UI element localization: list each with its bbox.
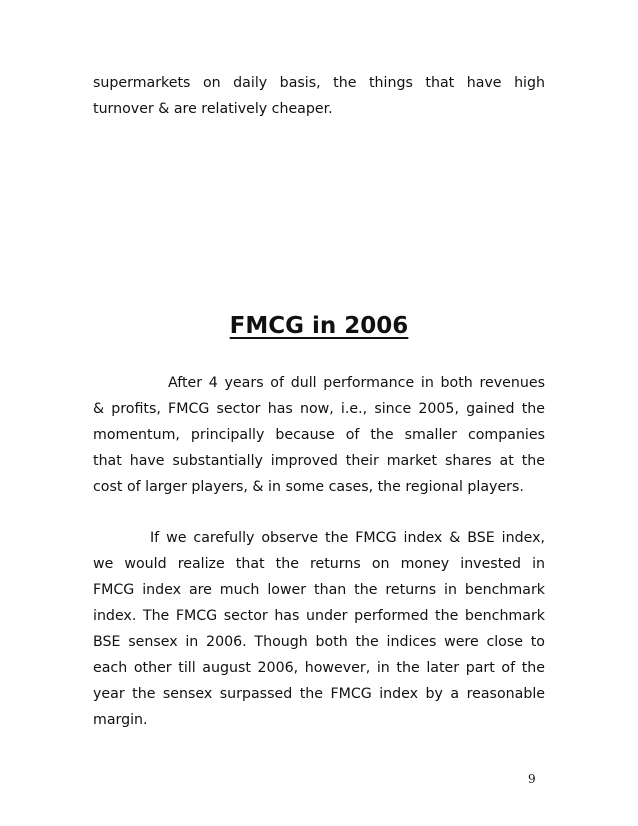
page-number: 9 [528, 772, 536, 786]
paragraph-line: year the sensex surpassed the FMCG index by a reasonable [93, 686, 545, 702]
intro-line: turnover & are relatively cheaper. [93, 101, 333, 117]
paragraph-line: cost of larger players, & in some cases, the regional players. [93, 479, 524, 495]
paragraph-line: FMCG index are much lower than the returns in benchmark [93, 582, 545, 598]
paragraph-line: momentum, principally because of the smaller companies [93, 427, 545, 443]
paragraph-line: After 4 years of dull performance in both revenues [168, 375, 545, 391]
paragraph-line: BSE sensex in 2006. Though both the indices were close to [93, 634, 545, 650]
paragraph-fmcg-performance [93, 370, 545, 500]
section-heading: FMCG in 2006 [229, 313, 409, 339]
paragraph-line: & profits, FMCG sector has now, i.e., since 2005, gained the [93, 401, 545, 417]
intro-line: supermarkets on daily basis, the things that have high [93, 75, 545, 91]
paragraph-line: margin. [93, 712, 148, 728]
paragraph-line: each other till august 2006, however, in the later part of the [93, 660, 545, 676]
paragraph-line: index. The FMCG sector has under performed the benchmark [93, 608, 545, 624]
paragraph-index-comparison [93, 525, 545, 733]
intro-paragraph [93, 70, 545, 122]
paragraph-line: If we carefully observe the FMCG index & BSE index, [150, 530, 545, 546]
paragraph-line: that have substantially improved their market shares at the [93, 453, 545, 469]
paragraph-line: we would realize that the returns on money invested in [93, 556, 545, 572]
